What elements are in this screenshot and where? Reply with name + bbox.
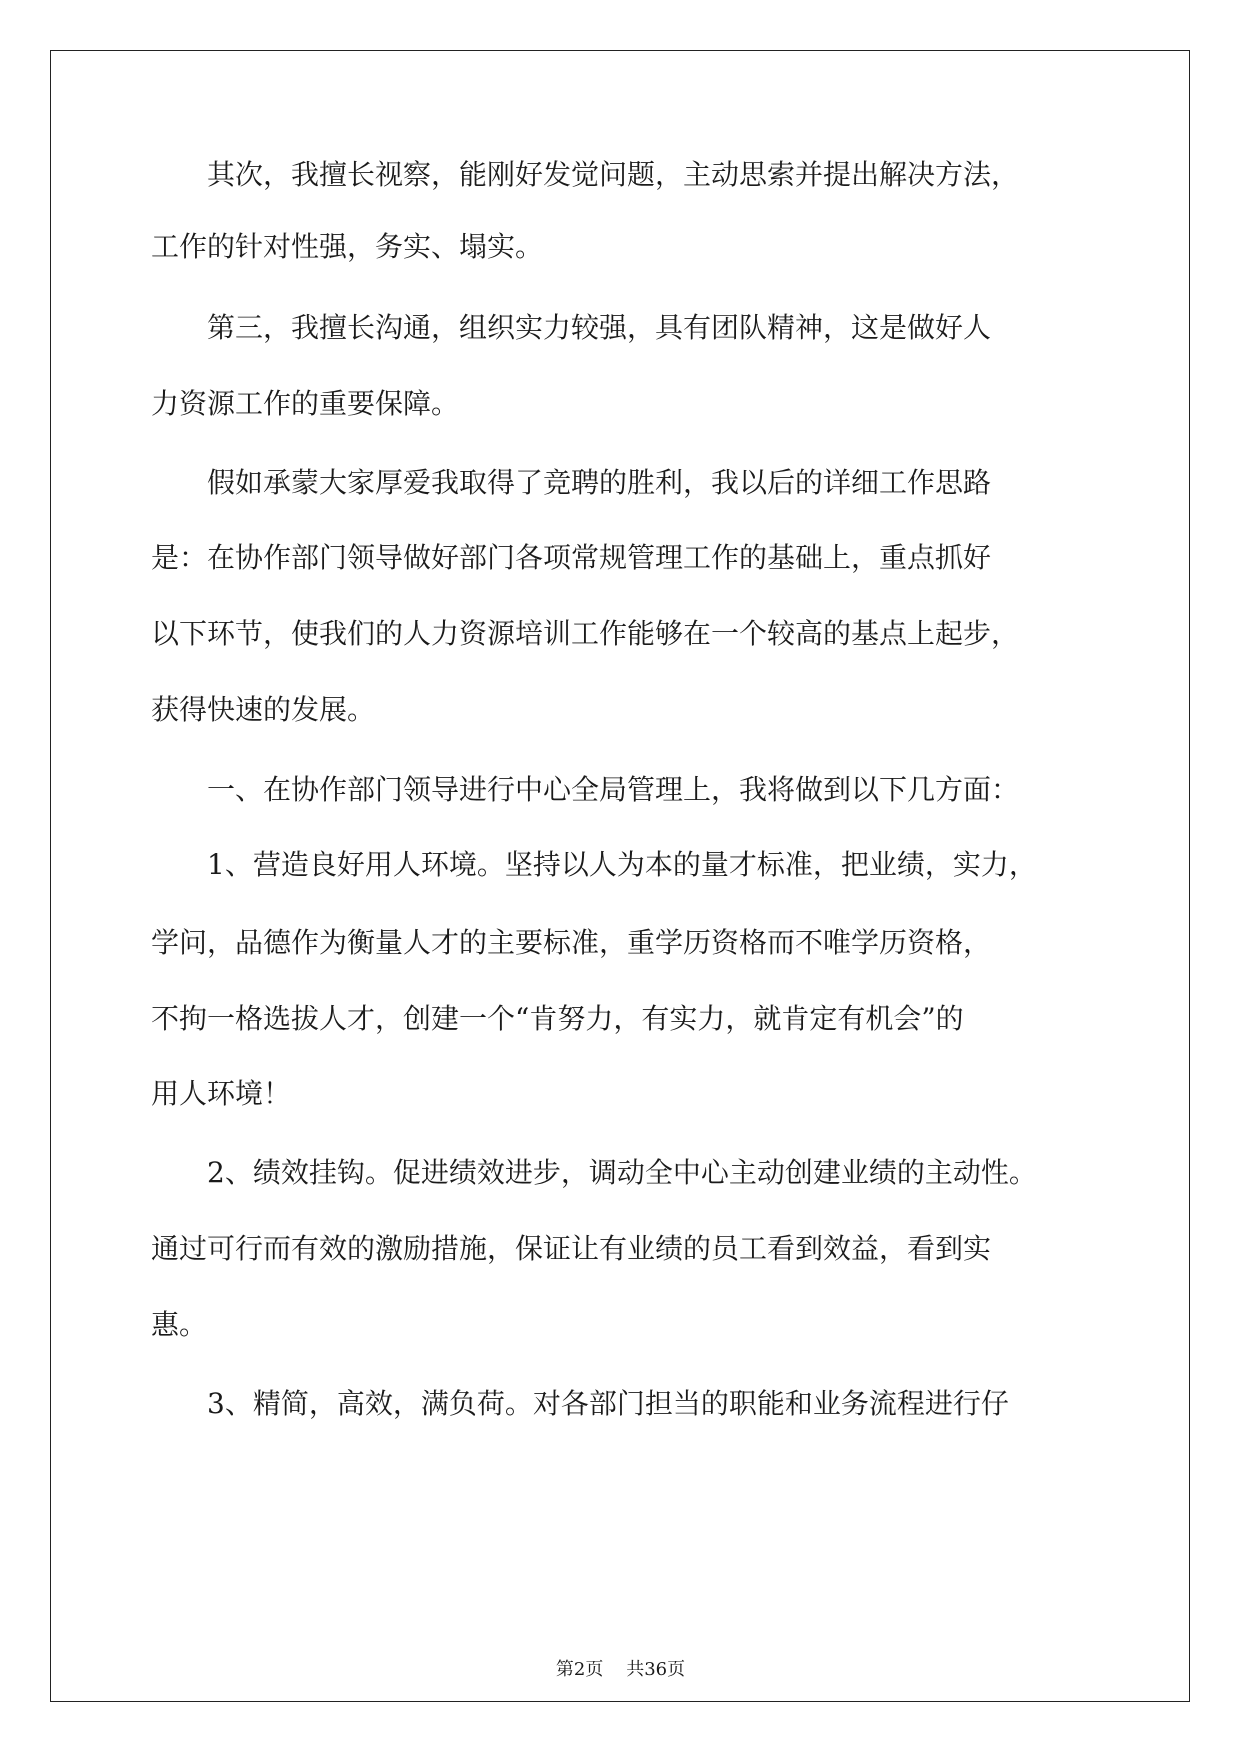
body-line-9: 一、在协作部门领导进行中心全局管理上，我将做到以下几方面： [151,773,1020,806]
body-line-3: 第三，我擅长沟通，组织实力较强，具有团队精神，这是做好人 [151,311,992,344]
body-line-6: 是：在协作部门领导做好部门各项常规管理工作的基础上，重点抓好 [151,541,992,574]
body-line-13: 用人环境！ [151,1077,292,1110]
body-line-1: 其次，我擅长视察，能刚好发觉问题，主动思索并提出解决方法， [151,158,1020,191]
body-line-17: 3、精简，高效，满负荷。对各部门担当的职能和业务流程进行仔 [151,1387,1009,1420]
body-line-5: 假如承蒙大家厚爱我取得了竞聘的胜利，我以后的详细工作思路 [151,466,992,499]
page-total: 共36页 [626,1659,686,1680]
page-footer [0,1658,1241,1682]
body-line-8: 获得快速的发展。 [151,693,376,726]
body-line-7: 以下环节，使我们的人力资源培训工作能够在一个较高的基点上起步， [151,617,1020,650]
body-line-16: 惠。 [151,1308,208,1341]
body-line-14: 2、绩效挂钩。促进绩效进步，调动全中心主动创建业绩的主动性。 [151,1156,1037,1189]
body-line-12: 不拘一格选拔人才，创建一个“肯努力，有实力，就肯定有机会”的 [151,1002,964,1035]
body-line-2: 工作的针对性强，务实、塌实。 [151,230,544,263]
body-line-10: 1、营造良好用人环境。坚持以人为本的量才标准，把业绩，实力， [151,848,1037,881]
body-line-11: 学问，品德作为衡量人才的主要标准，重学历资格而不唯学历资格， [151,926,992,959]
body-line-4: 力资源工作的重要保障。 [151,387,460,420]
body-line-15: 通过可行而有效的激励措施，保证让有业绩的员工看到效益，看到实 [151,1232,992,1265]
page-number: 第2页 [555,1659,604,1680]
